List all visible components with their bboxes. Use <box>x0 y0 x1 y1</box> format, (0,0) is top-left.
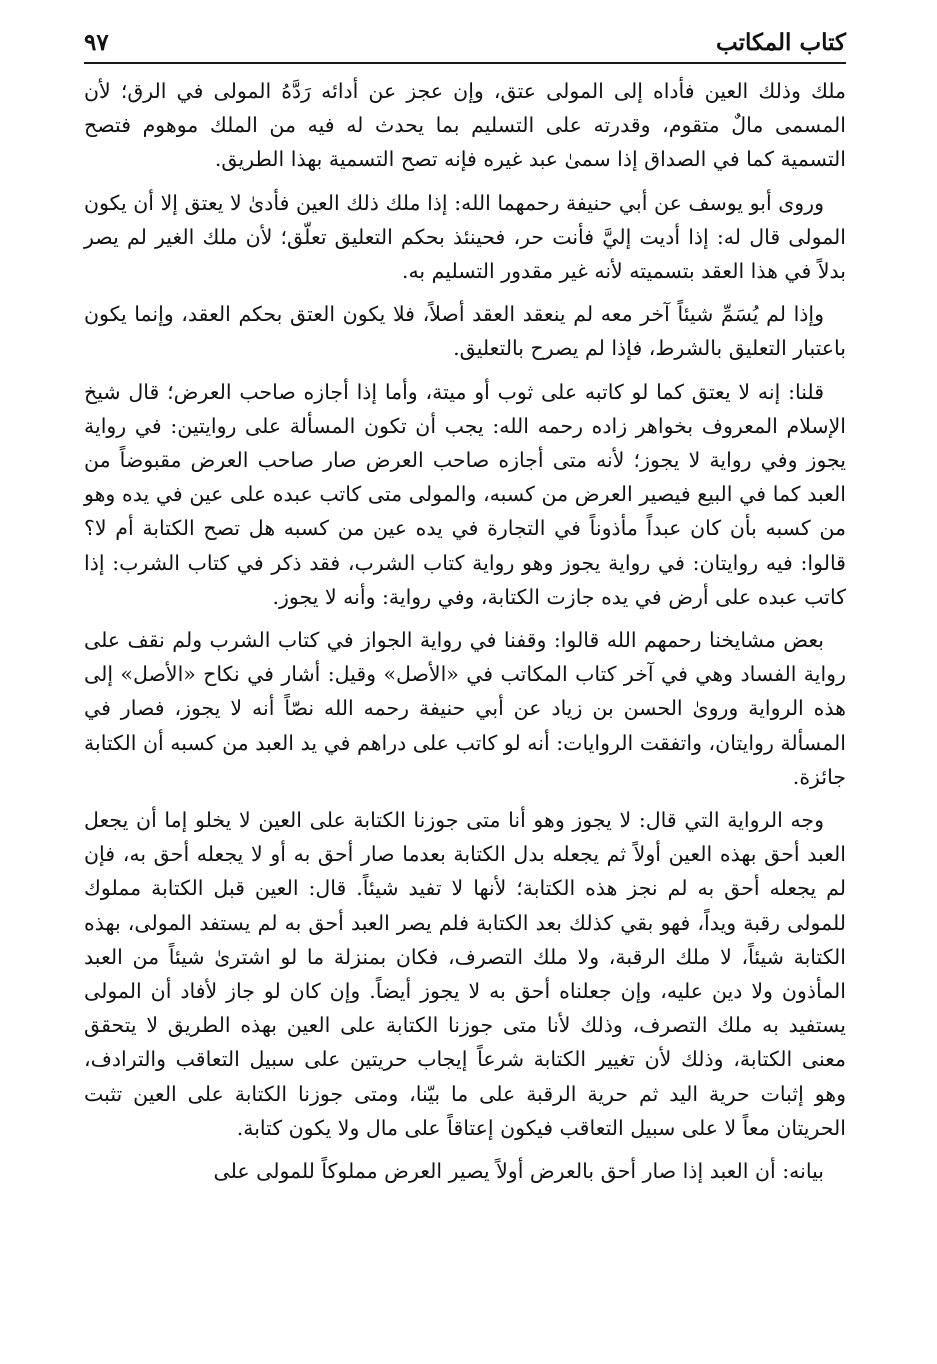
page-header <box>84 22 846 64</box>
book-page <box>84 22 846 1188</box>
paragraph-6: وجه الرواية التي قال: لا يجوز وهو أنا متى جوزنا الكتابة على العين لا يخلو إما أن يجعل العبد أحق بهذه العين أولاً ثم يجعله بدل الكتابة بعدما صار أحق به أو لا يجعله أحق به، فإن لم يجعله أحق به لم نجز هذه الكتابة؛ لأنها لا تفيد شيئاً. قال: العين قبل الكتابة مملوك للمولى رقبة ويداً، فهو بقي كذلك بعد الكتابة فلم يصر العبد أحق به لم يستفد المولى، بهذه الكتابة شيئاً، لا ملك الرقبة، ولا ملك التصرف، فكان بمنزلة ما لو اشترىٰ شيئاً من العبد المأذون ولا دين عليه، وإن جعلناه أحق به لا يجوز أيضاً. وإن كان لو جاز لأفاد أن المولى يستفيد به ملك التصرف، وذلك لأنا متى جوزنا الكتابة على العين بهذه الطريق لا يتحقق معنى الكتابة، وذلك لأن تغيير الكتابة شرعاً إيجاب حريتين على سبيل التعاقب والترادف، وهو إثبات حرية اليد ثم حرية الرقبة على ما بيّنا، ومتى جوزنا الكتابة على العين تثبت الحريتان معاً لا على سبيل التعاقب فيكون إعتاقاً على مال ولا يكون كتابة. <box>84 808 846 1140</box>
paragraph-4: قلنا: إنه لا يعتق كما لو كاتبه على ثوب أو ميتة، وأما إذا أجازه صاحب العرض؛ قال شيخ الإسلام المعروف بخواهر زاده رحمه الله: يجب أن تكون المسألة على روايتين: في رواية يجوز وفي رواية لا يجوز؛ لأنه متى أجازه صاحب العرض صار صاحب العرض مقبوضاً من العبد كما في البيع فيصير العرض من كسبه، والمولى متى كاتب عبده على عين في يده وهو من كسبه بأن كان عبداً مأذوناً في التجارة في يده عين من كسبه هل تصح الكتابة أم لا؟ قالوا: فيه روايتان: في رواية يجوز وهو رواية كتاب الشرب، فقد ذكر في كتاب الشرب: إذا كاتب عبده على أرض في يده جازت الكتابة، وفي رواية: وأنه لا يجوز. <box>84 379 846 609</box>
paragraph-5: بعض مشايخنا رحمهم الله قالوا: وقفنا في رواية الجواز في كتاب الشرب ولم نقف على رواية الفساد وهي في آخر كتاب المكاتب في «الأصل» وقيل: أشار في نكاح «الأصل» إلى هذه الرواية وروىٰ الحسن بن زياد عن أبي حنيفة رحمه الله نصّاً أنه لا يجوز، فصار في المسألة روايتان، واتفقت الروايات: أنه لو كاتب على دراهم في يد العبد من كسبه أن الكتابة جائزة. <box>84 628 846 789</box>
body-text <box>84 74 846 1188</box>
page-number: ٩٧ <box>84 29 109 56</box>
paragraph-7: بيانه: أن العبد إذا صار أحق بالعرض أولاً يصير العرض مملوكاً للمولى على <box>213 1159 824 1184</box>
paragraph-3: وإذا لم يُسَمِّ شيئاً آخر معه لم ينعقد العقد أصلاً، فلا يكون العتق بحكم العقد، وإنما يكون باعتبار التعليق بالشرط، فإذا لم يصرح بالتعليق. <box>84 302 846 361</box>
paragraph-1: ملك وذلك العين فأداه إلى المولى عتق، وإن عجز عن أدائه رَدَّهُ المولى في الرق؛ لأن المسمى مالٌ متقوم، وقدرته على التسليم بما يحدث له فيه من الملك موهوم فتصح التسمية كما في الصداق إذا سمىٰ عبد غيره فإنه تصح التسمية بهذا الطريق. <box>84 79 846 172</box>
running-title: كتاب المكاتب <box>716 29 846 56</box>
paragraph-2: وروى أبو يوسف عن أبي حنيفة رحمهما الله: إذا ملك ذلك العين فأدىٰ لا يعتق إلا أن يكون المولى قال له: إذا أديت إليَّ فأنت حر، فحينئذ بحكم التعليق تعلّق؛ لأن ملك الغير لم يصر بدلاً في هذا العقد بتسميته لأنه غير مقدور التسليم به. <box>84 190 846 284</box>
